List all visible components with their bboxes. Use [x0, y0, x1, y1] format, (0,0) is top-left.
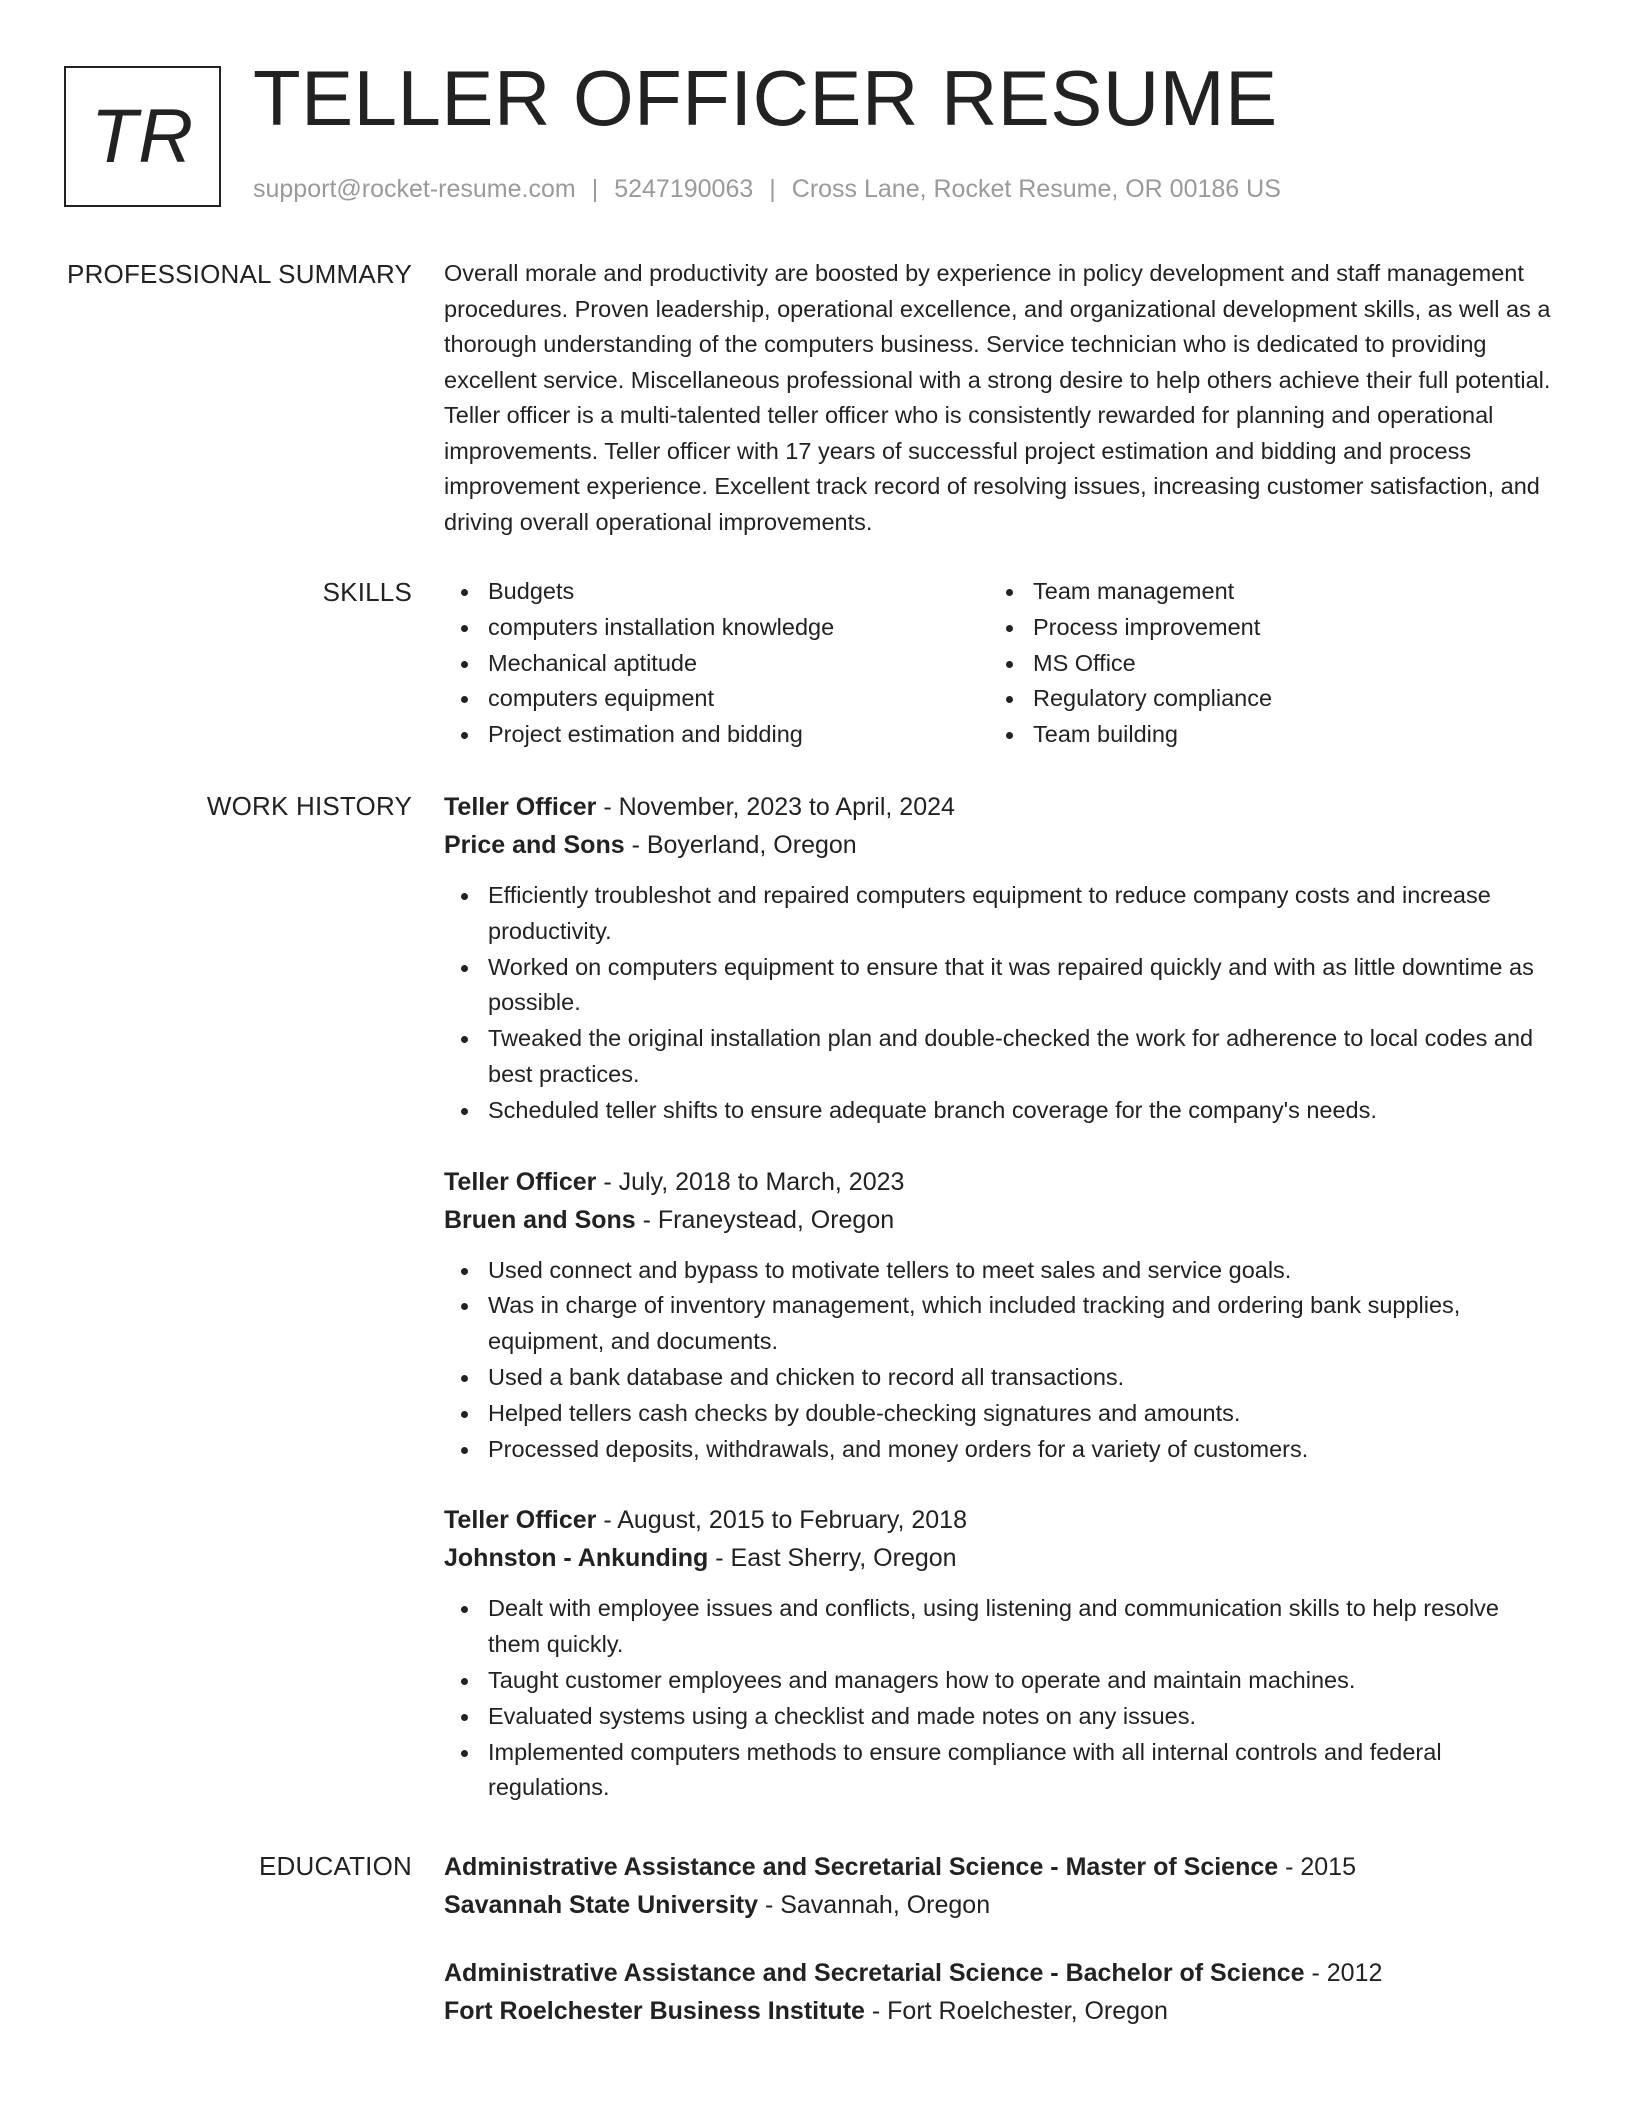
job-location: - Franeystead, Oregon — [635, 1205, 895, 1234]
job-duty-item: Used a bank database and chicken to record all transactions. — [444, 1360, 1554, 1396]
degree-year: - 2015 — [1278, 1853, 1356, 1881]
job-duty-item: Taught customer employees and managers how to operate and maintain machines. — [444, 1663, 1554, 1699]
skills-body — [444, 574, 1554, 753]
skill-item: Project estimation and bidding — [444, 717, 989, 753]
section-heading-work-history: WORK HISTORY — [206, 791, 412, 821]
job-company: Price and Sons — [444, 831, 625, 859]
contact-phone: 5247190063 — [614, 175, 754, 203]
job-duty-item: Dealt with employee issues and conflicts, using listening and communication skills to help resolve them quickly. — [444, 1591, 1554, 1663]
education-body — [444, 1848, 1554, 2060]
skills-list-right — [989, 574, 1534, 753]
skills-columns — [444, 574, 1554, 753]
job-company-line — [444, 826, 1554, 864]
school-location: - Savannah, Oregon — [758, 1891, 991, 1919]
job-company: Johnston - Ankunding — [444, 1544, 709, 1573]
job-title: Teller Officer — [444, 1506, 597, 1535]
job-duty-item: Was in charge of inventory management, which included tracking and ordering bank supplies, equipment, and documents. — [444, 1288, 1554, 1360]
job-duties-list — [444, 878, 1554, 1129]
job-company: Bruen and Sons — [444, 1205, 636, 1234]
degree-year: - 2012 — [1304, 1959, 1383, 1987]
skills-list-left — [444, 574, 989, 753]
monogram-box — [64, 66, 221, 207]
job-duty-item: Scheduled teller shifts to ensure adequate branch coverage for the company's needs. — [444, 1093, 1554, 1129]
school-line — [444, 1992, 1554, 2030]
job-company-line — [444, 1201, 1554, 1239]
contact-email: support@rocket-resume.com — [253, 175, 576, 203]
skill-item: computers equipment — [444, 681, 989, 717]
job-location: - East Sherry, Oregon — [708, 1544, 957, 1573]
school-name: Savannah State University — [444, 1891, 759, 1919]
section-heading-summary: PROFESSIONAL SUMMARY — [67, 259, 412, 289]
skill-item: Regulatory compliance — [989, 681, 1534, 717]
job-entry — [444, 1501, 1554, 1806]
job-duty-item: Efficiently troubleshot and repaired computers equipment to reduce company costs and increase productivity. — [444, 878, 1554, 950]
job-duty-item: Helped tellers cash checks by double-checking signatures and amounts. — [444, 1396, 1554, 1432]
education-entry — [444, 1954, 1554, 2030]
school-name: Fort Roelchester Business Institute — [444, 1997, 865, 2025]
skill-item: Team management — [989, 574, 1534, 610]
summary-text: Overall morale and productivity are boosted by experience in policy development and staff management procedures. Proven leadership, operational excellence, and organizational development skills, as well as a thorough understanding of the computers business. Service technician who is dedicated to providing excellent service. Miscellaneous professional with a strong desire to help others achieve their full potential. Teller officer is a multi-talented teller officer who is consistently rewarded for planning and operational improvements. Teller officer with 17 years of successful project estimation and bidding and process improvement experience. Excellent track record of resolving issues, increasing customer satisfaction, and driving overall operational improvements. — [444, 260, 1551, 535]
education-entry — [444, 1848, 1554, 1924]
job-duty-item: Implemented computers methods to ensure compliance with all internal controls and federal regulations. — [444, 1735, 1554, 1807]
skill-item: Team building — [989, 717, 1534, 753]
section-heading-education: EDUCATION — [259, 1851, 412, 1881]
job-dates: - November, 2023 to April, 2024 — [596, 793, 955, 821]
skill-item: Mechanical aptitude — [444, 646, 989, 682]
job-title: Teller Officer — [444, 793, 597, 821]
job-title: Teller Officer — [444, 1167, 597, 1196]
section-heading-skills: SKILLS — [322, 577, 412, 607]
job-title-line — [444, 1501, 1554, 1539]
contact-line — [253, 172, 1281, 206]
job-company-line — [444, 1539, 1554, 1577]
contact-address: Cross Lane, Rocket Resume, OR 00186 US — [791, 175, 1281, 203]
school-location: - Fort Roelchester, Oregon — [864, 1997, 1168, 2025]
job-title-line — [444, 1163, 1554, 1201]
monogram-initials: TR — [90, 93, 195, 179]
degree-line — [444, 1954, 1554, 1992]
degree-name: Administrative Assistance and Secretarial Science - Bachelor of Science — [444, 1959, 1305, 1987]
degree-name: Administrative Assistance and Secretarial Science - Master of Science — [444, 1853, 1279, 1881]
job-duty-item: Processed deposits, withdrawals, and money orders for a variety of customers. — [444, 1432, 1554, 1468]
job-dates: - August, 2015 to February, 2018 — [596, 1506, 967, 1535]
job-duty-item: Worked on computers equipment to ensure that it was repaired quickly and with as little downtime as possible. — [444, 950, 1554, 1022]
job-duties-list — [444, 1253, 1554, 1468]
job-duty-item: Evaluated systems using a checklist and made notes on any issues. — [444, 1699, 1554, 1735]
contact-separator: | — [769, 175, 776, 203]
job-duties-list — [444, 1591, 1554, 1806]
job-duty-item: Used connect and bypass to motivate tellers to meet sales and service goals. — [444, 1253, 1554, 1289]
degree-line — [444, 1848, 1554, 1886]
skill-item: Process improvement — [989, 610, 1534, 646]
work-history-body — [444, 788, 1554, 1840]
skill-item: Budgets — [444, 574, 989, 610]
job-duty-item: Tweaked the original installation plan and double-checked the work for adherence to local codes and best practices. — [444, 1021, 1554, 1093]
job-dates: - July, 2018 to March, 2023 — [596, 1167, 905, 1196]
skill-item: MS Office — [989, 646, 1534, 682]
job-title-line — [444, 788, 1554, 826]
job-entry — [444, 788, 1554, 1129]
job-entry — [444, 1163, 1554, 1468]
school-line — [444, 1886, 1554, 1924]
job-location: - Boyerland, Oregon — [624, 831, 857, 859]
summary-body — [444, 256, 1554, 540]
skill-item: computers installation knowledge — [444, 610, 989, 646]
resume-title: TELLER OFFICER RESUME — [253, 54, 1278, 142]
contact-separator: | — [591, 175, 599, 203]
